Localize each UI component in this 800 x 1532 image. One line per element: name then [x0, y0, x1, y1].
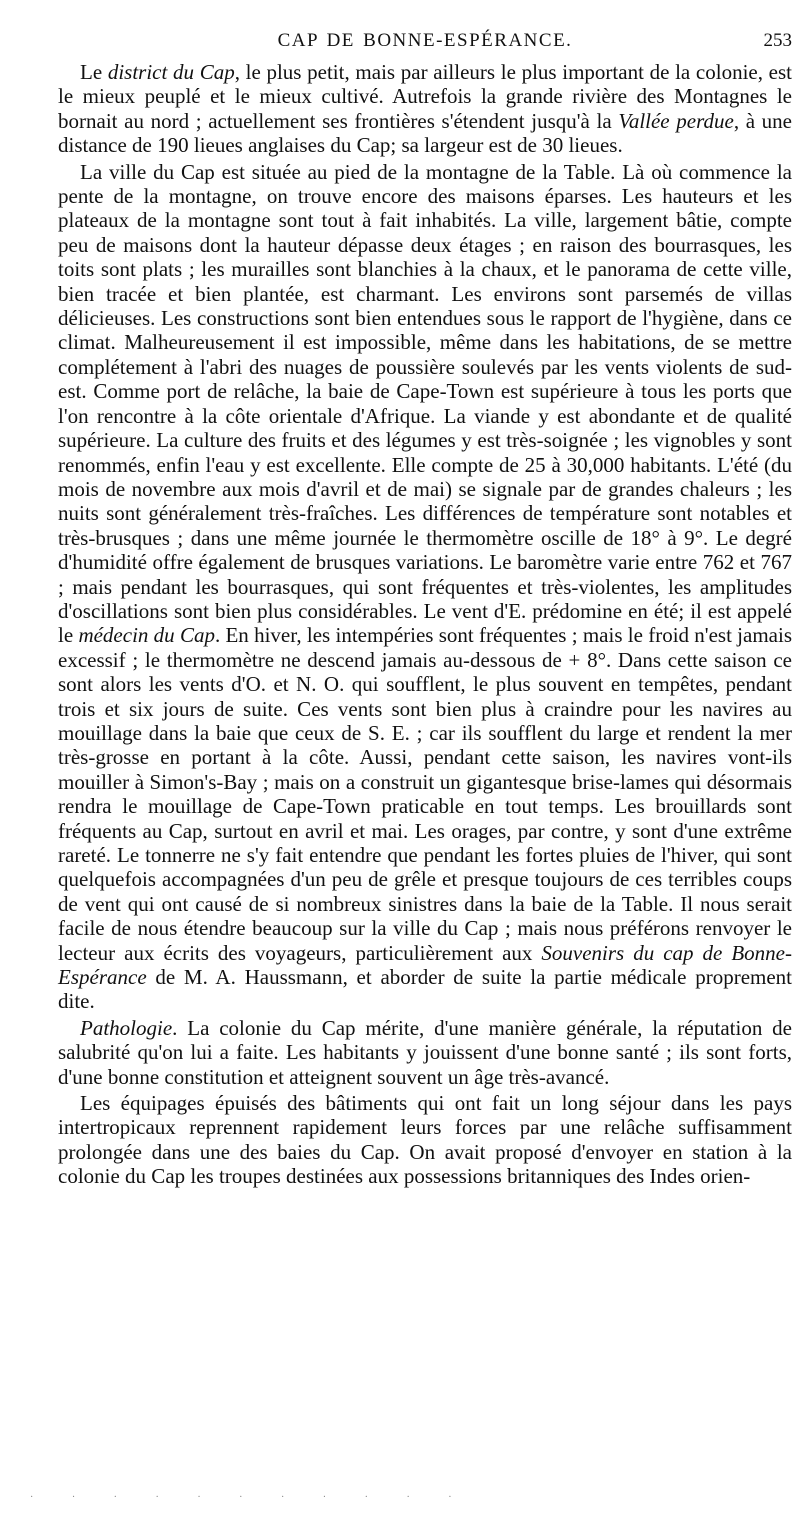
paragraph-pathologie	[58, 1016, 792, 1089]
italic-title-souvenirs: Souvenirs du cap de Bonne-Espérance	[58, 940, 792, 990]
running-title: CAP DE BONNE-ESPÉRANCE.	[277, 30, 573, 51]
text-span: Le	[80, 60, 108, 84]
text-span: de M. A. Haussmann, et aborder de suite la partie médicale proprement dite.	[58, 965, 792, 1014]
text-span: . En hiver, les intempéries sont fréquentes ; mais le froid n'est jamais excessif ; le thermomètre ne descend jamais au-dessous de + 8°. Dans cette saison ce sont alors les vents d'O. et N. O. qui soufflent, le plus souvent en tempêtes, pendant trois et six jours de suite. Ces vents sont bien plus à craindre pour les navires au mouillage dans la baie que ceux de S. E. ; car ils soufflent du large et rendent la mer très-grosse en portant à la côte. Aussi, pendant cette saison, les navires vont-ils mouiller à Simon's-Bay ; mais on a construit un gigantesque brise-lames qui désormais rendra le mouillage de Cape-Town praticable en tout temps. Les brouillards sont fréquents au Cap, surtout en avril et mai. Les orages, par contre, y sont d'une extrême rareté. Le tonnerre ne s'y fait entendre que pendant les fortes pluies de l'hiver, qui sont quelquefois accompagnées d'un peu de grêle et presque toujours de ces terribles coups de vent qui ont causé de si nombreux sinistres dans la baie de la Table. Il nous serait facile de nous étendre beaucoup sur la ville du Cap ; mais nous préférons renvoyer le lecteur aux écrits des voyageurs, particulièrement aux	[58, 623, 792, 965]
page-number: 253	[763, 30, 792, 51]
scan-specks: · · · · · · · · · · ·	[30, 1492, 470, 1500]
text-span: . La colonie du Cap mérite, d'une manière générale, la réputation de salubrité qu'on lui a faite. Les habitants y jouissent d'une bonne santé ; ils sont forts, d'une bonne constitution et atteignent souvent un âge très-avancé.	[58, 1015, 792, 1089]
text-span: , le plus petit, mais par ailleurs le plus important de la colonie, est le mieux peuplé et le mieux cultivé. Autrefois la grande rivière des Montagnes le bornait au nord ; actuellement ses frontières s'étendent jusqu'à la	[58, 60, 792, 133]
text-span: La ville du Cap est située au pied de la montagne de la Table. Là où commence la pente de la montagne, on trouve encore des maisons éparses. Les hauteurs et les plateaux de la montagne sont tout à fait inhabités. La ville, largement bâtie, compte peu de maisons dont la hauteur dépasse deux étages ; en raison des bourrasques, les toits sont plats ; les murailles sont blanchies à la chaux, et le panorama de cette ville, bien tracée et bien plantée, est charmant. Les environs sont parsemés de villas délicieuses. Les constructions sont bien entendues sous le rapport de l'hygiène, dans ce climat. Malheureusement il est impossible, même dans les habitations, de se mettre complétement à l'abri des nuages de poussière soulevés par les vents violents de sud-est. Comme port de relâche, la baie de Cape-Town est supérieure à tous les ports que l'on rencontre à la côte orientale d'Afrique. La viande y est abondante et de qualité supérieure. La culture des fruits et des légumes y est très-soignée ; les vignobles y sont renommés, enfin l'eau y est excellente. Elle compte de 25 à 30,000 habitants. L'été (du mois de novembre aux mois d'avril et de mai) se signale par de grandes chaleurs ; les nuits sont généralement très-fraîches. Les différences de température sont notables et très-brusques ; dans une même journée le thermomètre oscille de 18° à 9°. Le degré d'humidité offre également de brusques variations. Le baromètre varie entre 762 et 767 ; mais pendant les bourrasques, qui sont fréquentes et très-violentes, les amplitudes d'oscillations sont bien plus considérables. Le vent d'E. prédomine en été; il est appelé le	[58, 159, 792, 648]
body-text	[58, 60, 792, 1189]
paragraph-district-du-cap	[58, 60, 792, 158]
text-span: , à une distance de 190 lieues anglaises du Cap; sa largeur est de 30 lieues.	[58, 108, 792, 158]
book-page	[58, 24, 792, 1189]
paragraph-ville-du-cap	[58, 160, 792, 1014]
italic-heading-pathologie: Pathologie	[80, 1015, 173, 1040]
paragraph-equipages	[58, 1091, 792, 1189]
italic-term-district-du-cap: district du Cap	[107, 60, 235, 84]
italic-term-medecin-du-cap: médecin du Cap	[78, 623, 215, 648]
text-span: Les équipages épuisés des bâtiments qui ont fait un long séjour dans les pays intertropicaux reprennent rapidement leurs forces par une relâche suffisamment prolongée dans une des baies du Cap. On avait proposé d'envoyer en station à la colonie du Cap les troupes destinées aux possessions britanniques des Indes orien-	[58, 1091, 792, 1189]
page-header	[58, 24, 792, 60]
italic-term-vallee-perdue: Vallée perdue	[618, 108, 734, 133]
